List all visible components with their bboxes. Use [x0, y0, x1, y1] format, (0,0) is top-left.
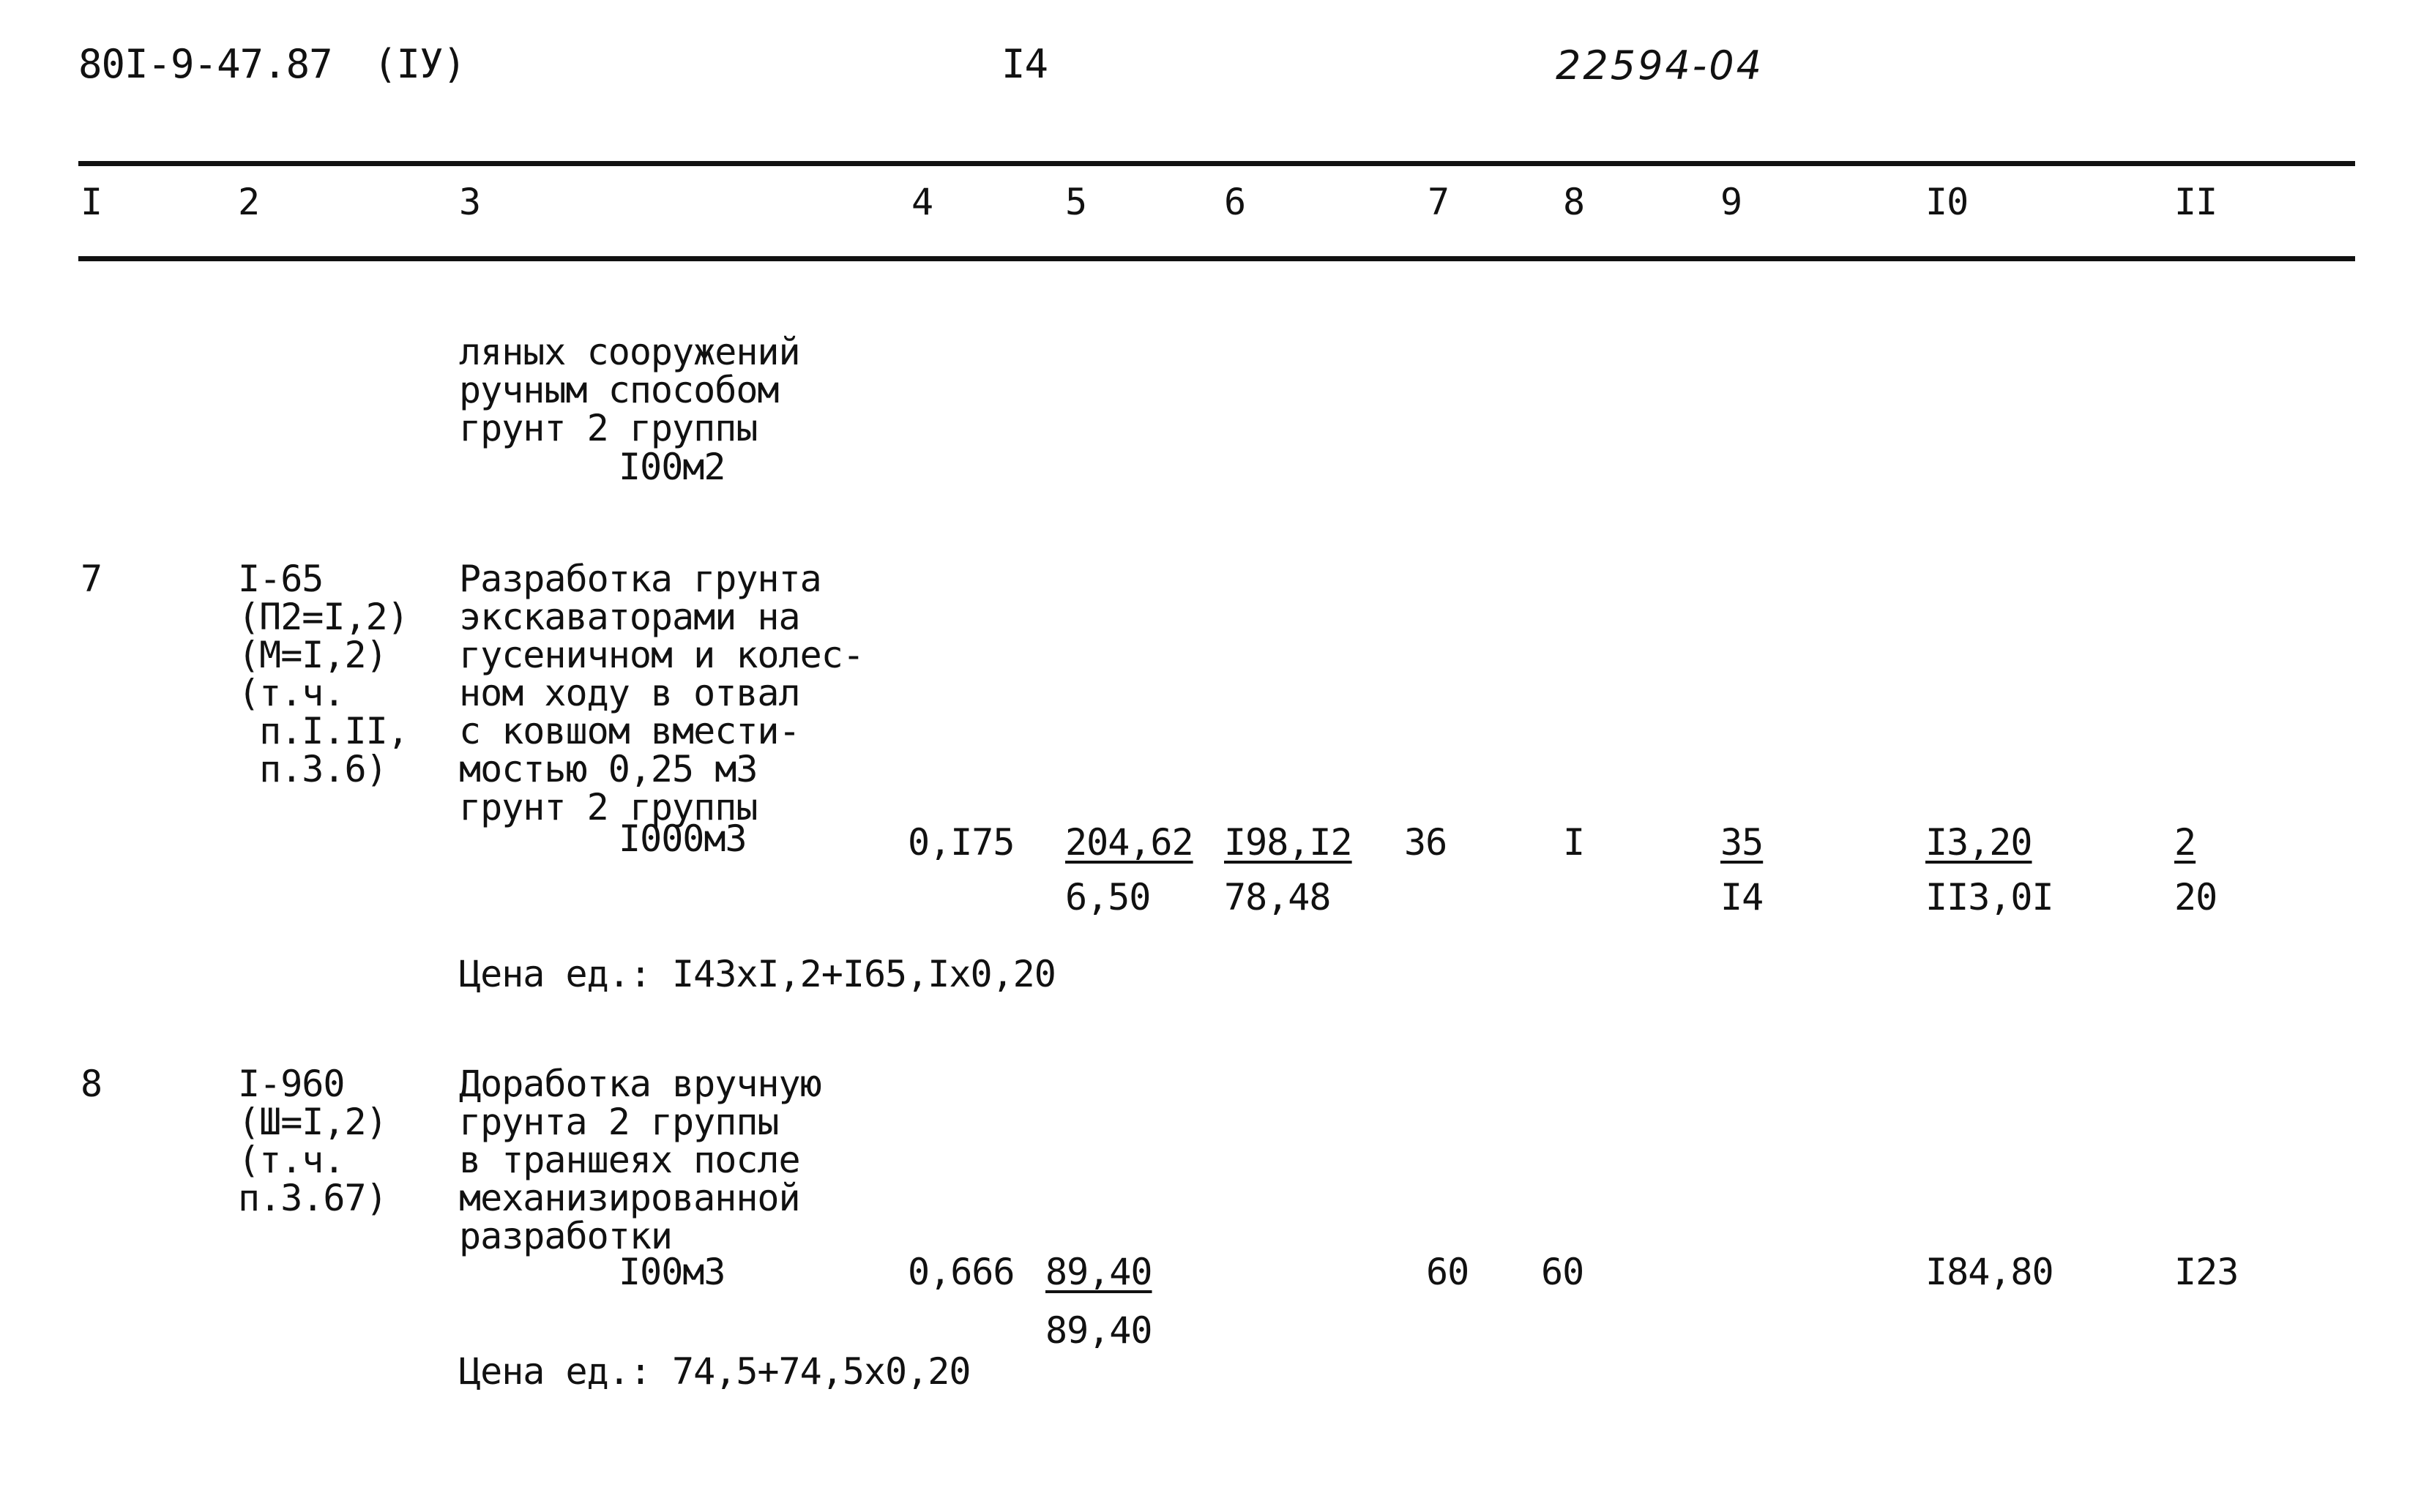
col9-value-top: 35 [1720, 821, 1764, 864]
column-header: II [2174, 181, 2217, 223]
col11-value-top: 2 [2174, 821, 2196, 864]
col10-value-bottom: II3,0I [1925, 876, 2053, 918]
column-header: 5 [1065, 181, 1087, 223]
col9-value-bottom: I4 [1720, 876, 1764, 918]
volume-label: (IУ) [373, 41, 466, 87]
column-header: 4 [911, 181, 933, 223]
row-code: I-960 (Ш=I,2) (т.ч. п.3.67) [238, 1063, 387, 1219]
col10-value: I84,80 [1925, 1251, 2053, 1293]
continuation-unit: I00м2 [619, 446, 725, 488]
row-quantity: 0,I75 [908, 821, 1015, 864]
col5-value-bottom: 89,40 [1045, 1309, 1152, 1352]
page-number: I4 [1001, 41, 1048, 87]
column-header: 8 [1563, 181, 1585, 223]
row-description: Разработка грунта экскаваторами на гусеничном и колес- ном ходу в отвал с ковшом вмести- мостью 0,25 м3 грунт 2 группы [459, 558, 864, 828]
col6-value-top: I98,I2 [1224, 821, 1352, 864]
row-code: I-65 (П2=I,2) (М=I,2) (т.ч. п.I.II, п.3.6) [238, 558, 409, 790]
inventory-number: 22594-04 [1556, 42, 1764, 89]
col5-value-top: 204,62 [1065, 821, 1193, 864]
col7-value: 36 [1404, 821, 1447, 864]
col7-value: 60 [1426, 1251, 1469, 1293]
table-top-rule [78, 161, 2355, 166]
col11-value-bottom: 20 [2174, 876, 2217, 918]
column-header: 6 [1224, 181, 1246, 223]
document-code: 80I-9-47.87 [78, 41, 332, 87]
row-quantity: 0,666 [908, 1251, 1015, 1293]
col5-value-top: 89,40 [1045, 1251, 1152, 1293]
price-note: Цена ед.: I43хI,2+I65,Iх0,20 [459, 953, 1056, 995]
row-number: 8 [81, 1063, 102, 1105]
row-description: Доработка вручную грунта 2 группы в траншеях после механизированной разработки [459, 1063, 821, 1257]
col10-value-top: I3,20 [1925, 821, 2032, 864]
continuation-text: ляных сооружений ручным способом грунт 2 группы [459, 331, 800, 449]
column-header: 3 [459, 181, 481, 223]
col8-value: I [1563, 821, 1585, 864]
column-header: 9 [1720, 181, 1742, 223]
col6-value-bottom: 78,48 [1224, 876, 1331, 918]
col11-value: I23 [2174, 1251, 2239, 1293]
column-header: 7 [1428, 181, 1450, 223]
col8-value: 60 [1541, 1251, 1584, 1293]
row-number: 7 [81, 558, 102, 600]
row-unit: I00м3 [619, 1251, 725, 1293]
table-header-bottom-rule [78, 256, 2355, 261]
row-unit: I000м3 [619, 817, 747, 860]
price-note: Цена ед.: 74,5+74,5х0,20 [459, 1350, 971, 1393]
col5-value-bottom: 6,50 [1065, 876, 1151, 918]
column-header: 2 [238, 181, 260, 223]
column-header: I [81, 181, 102, 223]
column-header: I0 [1925, 181, 1969, 223]
